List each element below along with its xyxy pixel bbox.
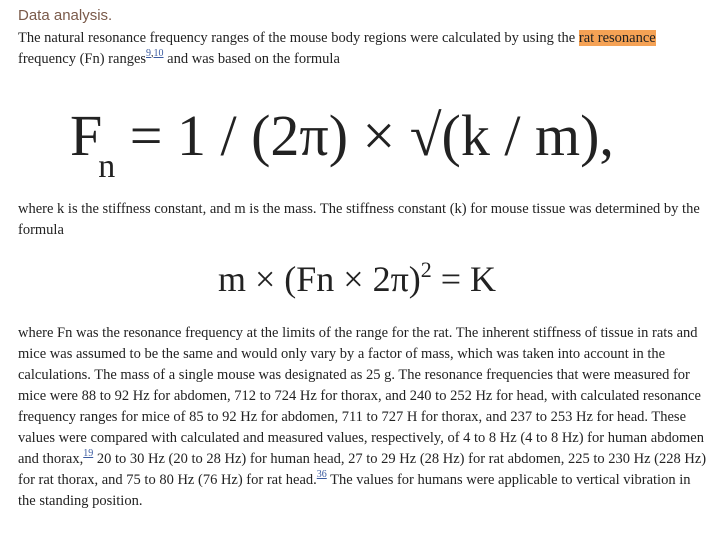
intro-text-c: and was based on the formula	[163, 51, 340, 67]
citation-link-9[interactable]: 9	[146, 48, 152, 59]
resonance-frequency-formula	[70, 103, 690, 183]
citation-separator: ,	[151, 48, 154, 59]
citation-link-10[interactable]: 10	[153, 48, 164, 59]
results-text-c: The values for humans were applicable to vertical vibration in the standing position.	[18, 472, 691, 509]
stiffness-paragraph: where k is the stiffness constant, and m is the mass. The stiffness constant (k) for mouse tissue was determined by the formula	[18, 201, 700, 238]
formula-lhs: F	[70, 103, 103, 168]
search-highlight: rat resonance	[578, 30, 656, 46]
formula-rhs: = 1 / (2π) × √(k / m),	[115, 103, 614, 168]
intro-paragraph	[18, 28, 708, 70]
section-heading: Data analysis.	[18, 7, 113, 24]
intro-text-a: The natural resonance frequency ranges of the mouse body regions were calculated by using the	[18, 30, 579, 46]
intro-text-b: frequency (Fn) ranges	[18, 51, 147, 67]
formula2-left: m × (Fn × 2π)	[217, 259, 421, 299]
results-paragraph	[18, 323, 708, 512]
formula2-exponent: 2	[420, 257, 432, 282]
citation-link-19[interactable]: 19	[83, 448, 94, 459]
results-text-b: 20 to 30 Hz (20 to 28 Hz) for human head, 27 to 29 Hz (28 Hz) for rat abdomen, 225 to 230 Hz (228 Hz) for rat thorax, and 75 to 80 Hz (76 Hz) for rat head.	[18, 451, 707, 488]
stiffness-formula	[0, 257, 714, 306]
results-text-a: where Fn was the resonance frequency at the limits of the range for the rat. The inherent stiffness of tissue in rats and mice was assumed to be the same and would only vary by a factor of mass, which was taken into account in the calculations. The mass of a single mouse was designated as 25 g. The resonance frequencies that were measured for mice were 88 to 92 Hz for abdomen, 712 to 724 Hz for thorax, and 240 to 252 Hz for head, with calculated resonance frequency ranges for mice of 85 to 92 Hz for abdomen, 711 to 727 H for thorax, and 237 to 253 Hz for head. These values were compared with calculated and measured values, respectively, of 4 to 8 Hz (4 to 8 Hz) for human abdomen and thorax,	[18, 325, 704, 467]
formula2-right: = K	[431, 259, 497, 299]
citation-link-36[interactable]: 36	[316, 469, 327, 480]
formula-subscript: n	[98, 148, 116, 185]
